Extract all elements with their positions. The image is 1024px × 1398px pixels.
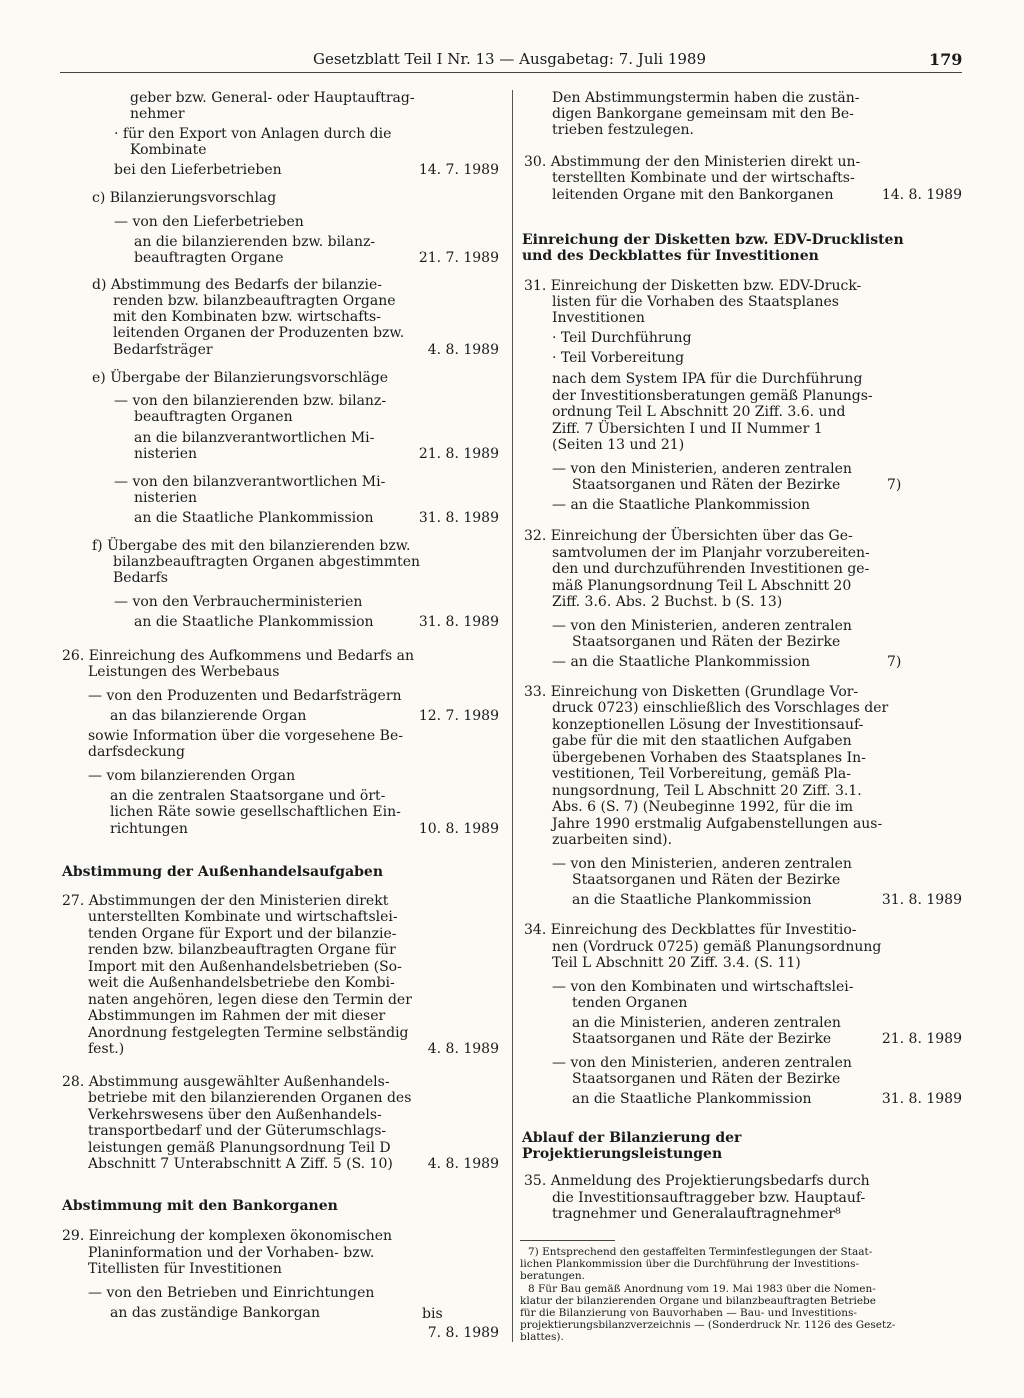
- text-line: fest.): [88, 1041, 125, 1057]
- date-value: 4. 8. 1989: [427, 1041, 499, 1057]
- text-line: · Teil Vorbereitung: [552, 350, 685, 366]
- date-value: 14. 8. 1989: [881, 187, 962, 203]
- text-line: Abstimmungen im Rahmen der mit dieser: [88, 1008, 386, 1024]
- text-line: mäß Planungsordnung Teil L Abschnitt 20: [552, 578, 852, 594]
- text-line: — an die Staatliche Plankommission: [552, 654, 811, 670]
- page-header-title: Gesetzblatt Teil I Nr. 13 — Ausgabetag: 7. Juli 1989: [313, 50, 707, 68]
- footnote-line: für die Bilanzierung von Bauvorhaben — Bau- und Investitions-: [520, 1307, 857, 1319]
- text-line: Abschnitt 7 Unterabschnitt A Ziff. 5 (S. 10): [88, 1156, 393, 1172]
- text-line: betriebe mit den bilanzierenden Organen des: [88, 1090, 412, 1106]
- text-line: — von den Betrieben und Einrichtungen: [88, 1285, 375, 1301]
- text-line: darfsdeckung: [88, 744, 185, 760]
- date-value: 21. 8. 1989: [881, 1031, 962, 1047]
- text-line: listen für die Vorhaben des Staatsplanes: [552, 294, 839, 310]
- text-line: den und durchzuführenden Investitionen ge-: [552, 561, 870, 577]
- date-value: bis: [422, 1306, 443, 1322]
- text-line: übergebenen Vorhaben des Staatsplanes In-: [552, 750, 866, 766]
- text-line: an das zuständige Bankorgan: [110, 1305, 321, 1321]
- text-line: leistungen gemäß Planungsordnung Teil D: [88, 1140, 391, 1156]
- text-line: bilanzbeauftragten Organen abgestimmten: [113, 554, 421, 570]
- date-value: 31. 8. 1989: [418, 614, 499, 630]
- text-line: an das bilanzierende Organ: [110, 708, 307, 724]
- text-line: zuarbeiten sind).: [552, 832, 673, 848]
- text-line: nen (Vordruck 0725) gemäß Planungsordnung: [552, 939, 882, 955]
- text-line: renden bzw. bilanzbeauftragten Organe: [113, 293, 396, 309]
- text-line: nisterien: [134, 446, 198, 462]
- text-line: samtvolumen der im Planjahr vorzubereiten-: [552, 545, 870, 561]
- footnote-line: blattes).: [520, 1331, 564, 1343]
- text-line: · für den Export von Anlagen durch die: [114, 126, 392, 142]
- text-line: Bedarfsträger: [113, 342, 213, 358]
- text-line: — von den Ministerien, anderen zentralen: [552, 618, 852, 634]
- text-line: an die Staatliche Plankommission: [572, 1091, 812, 1107]
- section-heading: Ablauf der Bilanzierung der: [522, 1130, 742, 1146]
- page-header: [0, 50, 1024, 70]
- column-divider: [512, 90, 513, 1342]
- text-line: Titellisten für Investitionen: [88, 1261, 282, 1277]
- date-value: 12. 7. 1989: [418, 708, 499, 724]
- text-line: tenden Organe für Export und der bilanzie-: [88, 926, 397, 942]
- text-line: Investitionen: [552, 310, 645, 326]
- date-value: 31. 8. 1989: [418, 510, 499, 526]
- text-line: Teil L Abschnitt 20 Ziff. 3.4. (S. 11): [552, 955, 801, 971]
- text-line: — an die Staatliche Plankommission: [552, 497, 811, 513]
- date-value: 21. 7. 1989: [418, 250, 499, 266]
- header-divider: [60, 72, 962, 73]
- text-line: unterstellten Kombinate und wirtschaftslei-: [88, 909, 398, 925]
- text-line: nisterien: [134, 490, 198, 506]
- text-line: konzeptionellen Lösung der Investitionsauf-: [552, 717, 864, 733]
- text-line: tenden Organen: [572, 995, 688, 1011]
- text-line: an die zentralen Staatsorgane und ört-: [110, 788, 386, 804]
- section-heading: Abstimmung der Außenhandelsaufgaben: [62, 864, 384, 880]
- text-line: Anordnung festgelegten Termine selbständig: [88, 1025, 409, 1041]
- date-value: 4. 8. 1989: [427, 1156, 499, 1172]
- text-line: Staatsorganen und Räten der Bezirke: [572, 634, 841, 650]
- text-line: Ziff. 7 Übersichten I und II Nummer 1: [552, 421, 823, 437]
- text-line: nehmer: [130, 106, 185, 122]
- item-e-label: e) Übergabe der Bilanzierungsvorschläge: [92, 370, 389, 386]
- text-line: an die Staatliche Plankommission: [134, 510, 374, 526]
- text-line: an die Staatliche Plankommission: [134, 614, 374, 630]
- text-line: leitenden Organe mit den Bankorganen: [552, 187, 834, 203]
- footnote-line: 8 Für Bau gemäß Anordnung vom 19. Mai 1983 über die Nomen-: [528, 1283, 876, 1295]
- date-value: 14. 7. 1989: [418, 162, 499, 178]
- text-line: ordnung Teil L Abschnitt 20 Ziff. 3.6. und: [552, 404, 846, 420]
- section-heading: Einreichung der Disketten bzw. EDV-Drucklisten: [522, 232, 904, 248]
- footnote-line: beratungen.: [520, 1270, 585, 1282]
- item-30-label: 30. Abstimmung der den Ministerien direkt un-: [524, 154, 861, 170]
- section-heading: und des Deckblattes für Investitionen: [522, 248, 819, 264]
- item-35-label: 35. Anmeldung des Projektierungsbedarfs durch: [524, 1173, 870, 1189]
- text-line: terstellten Kombinate und der wirtschafts-: [552, 170, 855, 186]
- text-line: Den Abstimmungstermin haben die zustän-: [552, 90, 860, 106]
- text-line: druck 0723) einschließlich des Vorschlages der: [552, 700, 889, 716]
- text-line: Staatsorganen und Räten der Bezirke: [572, 477, 841, 493]
- footnote-line: projektierungsbilanzverzeichnis — (Sonderdruck Nr. 1126 des Gesetz-: [520, 1319, 896, 1331]
- text-line: transportbedarf und der Güterumschlags-: [88, 1123, 387, 1139]
- item-d-label: d) Abstimmung des Bedarfs der bilanzie-: [92, 277, 383, 293]
- text-line: — von den Kombinaten und wirtschaftslei-: [552, 979, 854, 995]
- text-line: an die bilanzverantwortlichen Mi-: [134, 430, 375, 446]
- text-line: — von den bilanzierenden bzw. bilanz-: [114, 393, 387, 409]
- footnote-ref: 7): [887, 477, 902, 493]
- text-line: beauftragten Organen: [134, 409, 293, 425]
- text-line: der Investitionsberatungen gemäß Planungs-: [552, 388, 873, 404]
- text-line: — vom bilanzierenden Organ: [88, 768, 296, 784]
- item-31-label: 31. Einreichung der Disketten bzw. EDV-Druck-: [524, 278, 862, 294]
- text-line: — von den Ministerien, anderen zentralen: [552, 461, 852, 477]
- text-line: — von den Lieferbetrieben: [114, 214, 304, 230]
- text-line: Verkehrswesens über den Außenhandels-: [88, 1107, 382, 1123]
- text-line: an die bilanzierenden bzw. bilanz-: [134, 234, 376, 250]
- text-line: sowie Information über die vorgesehene Be-: [88, 728, 403, 744]
- text-line: Leistungen des Werbebaus: [88, 664, 280, 680]
- text-line: leitenden Organen der Produzenten bzw.: [113, 325, 405, 341]
- text-line: Abs. 6 (S. 7) (Neubeginne 1992, für die im: [552, 799, 854, 815]
- item-f-label: f) Übergabe des mit den bilanzierenden bzw.: [92, 538, 411, 554]
- text-line: naten angehören, legen diese den Termin der: [88, 992, 412, 1008]
- item-32-label: 32. Einreichung der Übersichten über das Ge-: [524, 528, 853, 544]
- text-line: bei den Lieferbetrieben: [114, 162, 282, 178]
- footnote-divider: [520, 1240, 615, 1241]
- item-28-label: 28. Abstimmung ausgewählter Außenhandels-: [62, 1074, 390, 1090]
- item-29-label: 29. Einreichung der komplexen ökonomischen: [62, 1228, 393, 1244]
- text-line: an die Ministerien, anderen zentralen: [572, 1015, 841, 1031]
- footnote-ref: 7): [887, 654, 902, 670]
- text-line: die Investitionsauftraggeber bzw. Hauptauf-: [552, 1190, 866, 1206]
- text-line: nungsordnung, Teil L Abschnitt 20 Ziff. 3.1.: [552, 783, 862, 799]
- text-line: weit die Außenhandelsbetriebe den Kombi-: [88, 975, 395, 991]
- text-line: an die Staatliche Plankommission: [572, 892, 812, 908]
- text-line: vestitionen, Teil Vorbereitung, gemäß Pla-: [552, 766, 851, 782]
- footnote-line: lichen Plankommission über die Durchführung der Investitions-: [520, 1258, 860, 1270]
- date-value: 31. 8. 1989: [881, 892, 962, 908]
- section-heading: Projektierungsleistungen: [522, 1146, 723, 1162]
- text-line: Ziff. 3.6. Abs. 2 Buchst. b (S. 13): [552, 594, 783, 610]
- footnote-line: 7) Entsprechend den gestaffelten Terminfestlegungen der Staat-: [528, 1246, 873, 1258]
- text-line: nach dem System IPA für die Durchführung: [552, 371, 863, 387]
- item-33-label: 33. Einreichung von Disketten (Grundlage Vor-: [524, 684, 859, 700]
- date-value: 4. 8. 1989: [427, 342, 499, 358]
- date-value: 7. 8. 1989: [427, 1325, 499, 1341]
- text-line: geber bzw. General- oder Hauptauftrag-: [130, 90, 415, 106]
- item-34-label: 34. Einreichung des Deckblattes für Investitio-: [524, 922, 857, 938]
- text-line: richtungen: [110, 821, 188, 837]
- section-heading: Abstimmung mit den Bankorganen: [62, 1198, 338, 1214]
- text-line: renden bzw. bilanzbeauftragten Organe für: [88, 942, 396, 958]
- text-line: Staatsorganen und Räten der Bezirke: [572, 1071, 841, 1087]
- date-value: 31. 8. 1989: [881, 1091, 962, 1107]
- text-line: digen Bankorgane gemeinsam mit den Be-: [552, 106, 854, 122]
- item-26-label: 26. Einreichung des Aufkommens und Bedarfs an: [62, 648, 414, 664]
- text-line: (Seiten 13 und 21): [552, 437, 685, 453]
- text-line: gabe für die mit den staatlichen Aufgaben: [552, 733, 852, 749]
- text-line: Jahre 1990 erstmalig Aufgabenstellungen aus-: [552, 816, 883, 832]
- text-line: — von den Produzenten und Bedarfsträgern: [88, 688, 402, 704]
- date-value: 10. 8. 1989: [418, 821, 499, 837]
- text-line: Import mit den Außenhandelsbetrieben (So-: [88, 959, 402, 975]
- footnote-line: klatur der bilanzierenden Organe und bilanzbeauftragten Betriebe: [520, 1295, 876, 1307]
- text-line: · Teil Durchführung: [552, 330, 692, 346]
- text-line: — von den bilanzverantwortlichen Mi-: [114, 474, 386, 490]
- text-line: lichen Räte sowie gesellschaftlichen Ein-: [110, 804, 401, 820]
- text-line: Staatsorganen und Räte der Bezirke: [572, 1031, 832, 1047]
- text-line: Planinformation und der Vorhaben- bzw.: [88, 1245, 375, 1261]
- text-line: beauftragten Organe: [134, 250, 284, 266]
- text-line: Kombinate: [130, 142, 207, 158]
- text-line: Staatsorganen und Räten der Bezirke: [572, 872, 841, 888]
- item-27-label: 27. Abstimmungen der den Ministerien direkt: [62, 893, 389, 909]
- text-line: — von den Ministerien, anderen zentralen: [552, 856, 852, 872]
- date-value: 21. 8. 1989: [418, 446, 499, 462]
- text-line: trieben festzulegen.: [552, 122, 694, 138]
- item-c-label: c) Bilanzierungsvorschlag: [92, 190, 277, 206]
- text-line: — von den Ministerien, anderen zentralen: [552, 1055, 852, 1071]
- page-number: 179: [929, 50, 963, 69]
- text-line: — von den Verbraucherministerien: [114, 594, 363, 610]
- text-line: mit den Kombinaten bzw. wirtschafts-: [113, 309, 381, 325]
- text-line: Bedarfs: [113, 570, 168, 586]
- text-line: tragnehmer und Generalauftragnehmer⁸: [552, 1206, 841, 1222]
